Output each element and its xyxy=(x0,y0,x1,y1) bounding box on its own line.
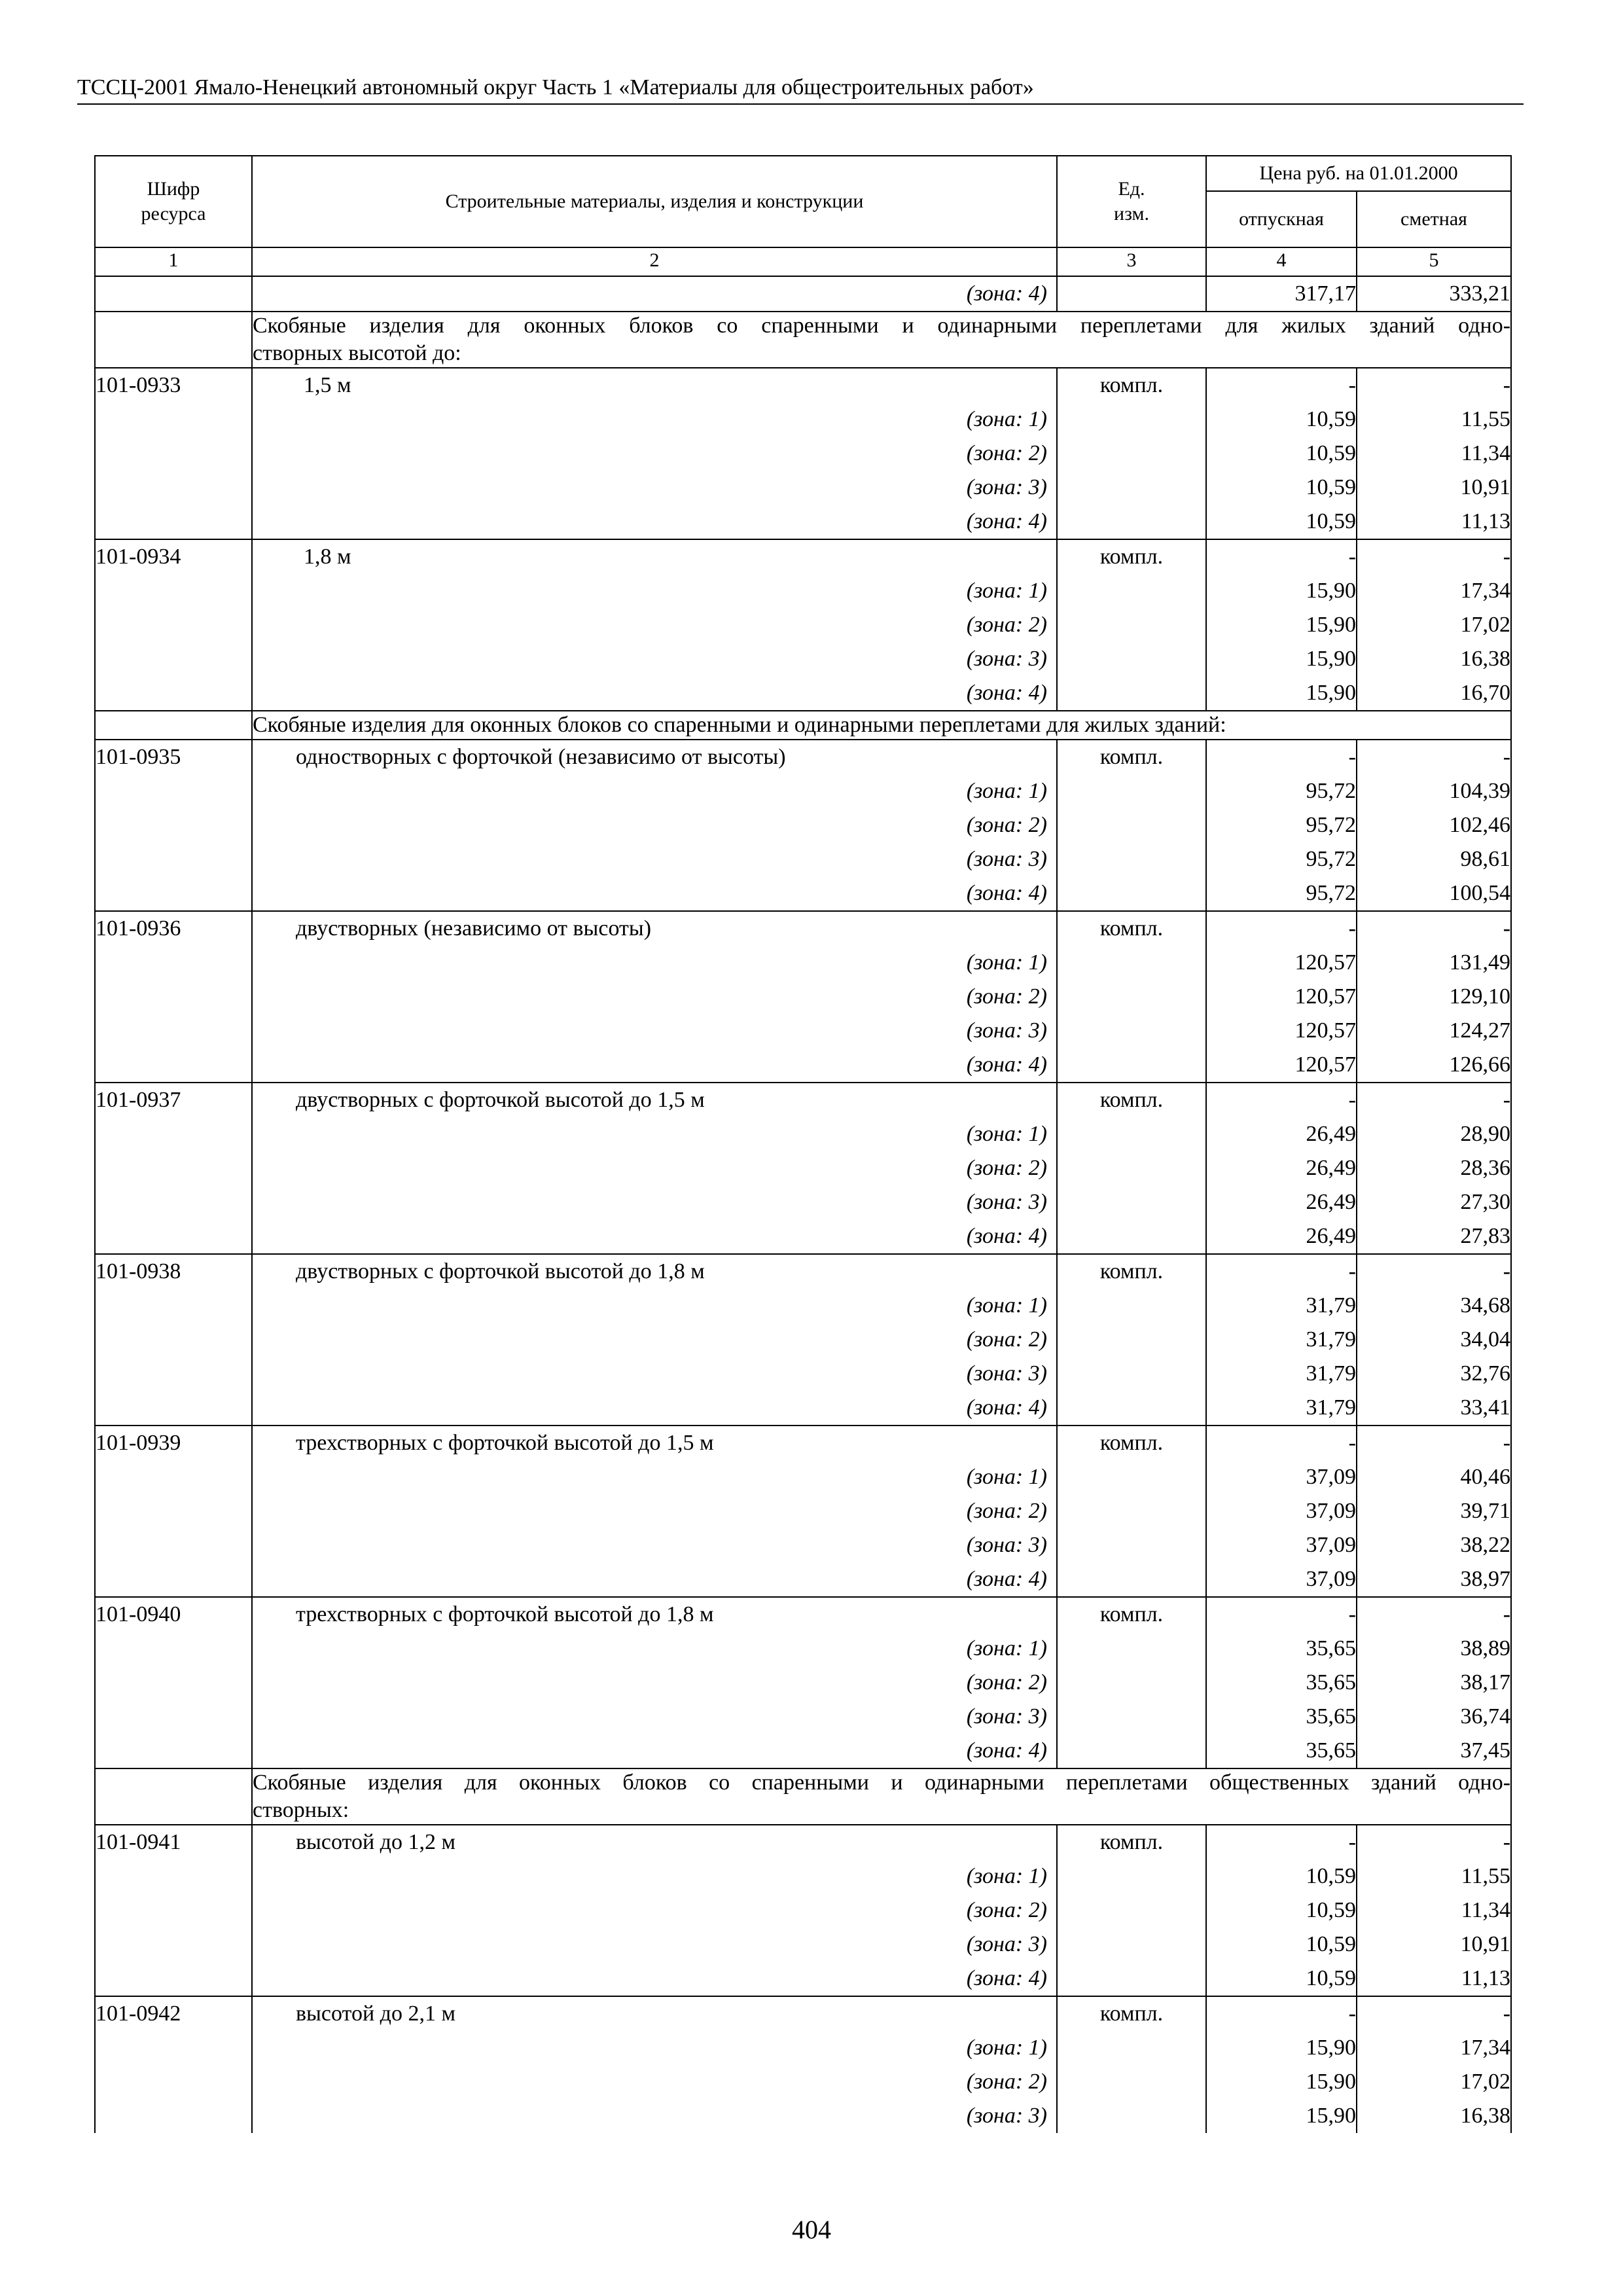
unit-cell xyxy=(1057,1426,1206,1597)
unit-blank xyxy=(1058,1666,1205,1700)
col-number: 4 xyxy=(1206,247,1357,276)
unit-blank xyxy=(1058,774,1205,808)
zone-label: (зона: 2) xyxy=(966,613,1047,637)
resource-code-cell xyxy=(95,1254,252,1426)
unit-cell xyxy=(1057,1083,1206,1254)
unit-cell xyxy=(1057,911,1206,1083)
estimate-price: - xyxy=(1503,545,1511,569)
resource-code: 101-0939 xyxy=(96,1431,181,1455)
estimate-price: 126,66 xyxy=(1449,1052,1511,1077)
empty-cell xyxy=(95,1768,252,1825)
unit-blank xyxy=(1058,1151,1205,1185)
unit-cell xyxy=(1057,1597,1206,1768)
zone-label: (зона: 1) xyxy=(966,2036,1047,2060)
zone-label: (зона: 1) xyxy=(966,1465,1047,1489)
estimate-price-cell xyxy=(1357,539,1511,711)
unit-blank xyxy=(1058,1700,1205,1734)
release-price: 317,17 xyxy=(1294,281,1356,306)
unit: компл. xyxy=(1099,2001,1164,2026)
group-heading xyxy=(252,312,1511,368)
unit: компл. xyxy=(1099,745,1164,769)
estimate-price: - xyxy=(1503,2001,1511,2026)
release-price: 10,59 xyxy=(1306,1932,1356,1956)
estimate-price: 27,30 xyxy=(1460,1190,1511,1214)
resource-code-cell xyxy=(95,1996,252,2133)
resource-code-cell xyxy=(95,911,252,1083)
unit: компл. xyxy=(1099,1259,1164,1283)
resource-code: 101-0941 xyxy=(96,1830,181,1854)
estimate-price: 27,83 xyxy=(1460,1224,1511,1248)
table-row xyxy=(95,1083,1511,1254)
material-name: двустворных (независимо от высоты) xyxy=(296,916,652,941)
estimate-price: 28,36 xyxy=(1460,1156,1511,1180)
unit-blank xyxy=(1058,1460,1205,1494)
group-heading xyxy=(252,711,1511,740)
zone-label: (зона: 2) xyxy=(966,813,1047,837)
zone-label: (зона: 4) xyxy=(966,281,1047,306)
resource-code: 101-0935 xyxy=(96,745,181,769)
release-price-cell xyxy=(1206,740,1357,911)
release-price: 120,57 xyxy=(1294,984,1356,1009)
estimate-price: 34,04 xyxy=(1460,1327,1511,1352)
release-price-cell xyxy=(1206,368,1357,539)
unit-blank xyxy=(1058,1014,1205,1048)
zone-label: (зона: 3) xyxy=(966,475,1047,499)
table-row xyxy=(95,1597,1511,1768)
release-price: 37,09 xyxy=(1306,1567,1356,1591)
release-price: 10,59 xyxy=(1306,1966,1356,1990)
table-row xyxy=(95,911,1511,1083)
unit-blank xyxy=(1058,1528,1205,1562)
release-price: 95,72 xyxy=(1306,779,1356,803)
estimate-price-cell xyxy=(1357,1597,1511,1768)
zone-label: (зона: 4) xyxy=(966,1395,1047,1420)
estimate-price-cell xyxy=(1357,1996,1511,2133)
zone-label: (зона: 3) xyxy=(966,1533,1047,1557)
release-price: 10,59 xyxy=(1306,475,1356,499)
material-name-cell xyxy=(252,1996,1057,2133)
release-price: 15,90 xyxy=(1306,613,1356,637)
release-price-cell xyxy=(1206,539,1357,711)
release-price: - xyxy=(1348,1602,1356,1626)
table-row xyxy=(95,1996,1511,2133)
unit-blank xyxy=(1058,1391,1205,1425)
zone-label: (зона: 3) xyxy=(966,847,1047,871)
zone-label: (зона: 2) xyxy=(966,1499,1047,1523)
material-name: 1,8 м xyxy=(304,545,351,569)
unit-blank xyxy=(1058,2099,1205,2133)
unit-blank xyxy=(1058,2065,1205,2099)
release-price: 95,72 xyxy=(1306,847,1356,871)
material-name-cell xyxy=(252,1426,1057,1597)
estimate-price: 16,70 xyxy=(1460,681,1511,705)
zone-label: (зона: 2) xyxy=(966,1156,1047,1180)
release-price: 35,65 xyxy=(1306,1636,1356,1660)
estimate-price: 11,34 xyxy=(1461,1898,1511,1922)
release-price: - xyxy=(1348,1088,1356,1112)
resource-code-cell xyxy=(95,1825,252,1996)
unit-blank xyxy=(1058,1928,1205,1962)
unit-blank xyxy=(1058,1048,1205,1082)
col-header-estimate: сметная xyxy=(1357,191,1511,247)
unit: компл. xyxy=(1099,373,1164,397)
empty-cell xyxy=(95,312,252,368)
table-row xyxy=(95,1254,1511,1426)
unit-blank xyxy=(1058,1323,1205,1357)
release-price: 120,57 xyxy=(1294,1052,1356,1077)
unit-blank xyxy=(1058,471,1205,505)
release-price: 120,57 xyxy=(1294,1018,1356,1043)
group-heading-line: створных: xyxy=(253,1798,349,1822)
zone-label: (зона: 1) xyxy=(966,1636,1047,1660)
estimate-price: 333,21 xyxy=(1449,281,1511,306)
material-name: трехстворных с форточкой высотой до 1,8 м xyxy=(296,1602,714,1626)
unit: компл. xyxy=(1099,916,1164,941)
zone-label: (зона: 2) xyxy=(966,1898,1047,1922)
zone-label: (зона: 3) xyxy=(966,1932,1047,1956)
unit-blank xyxy=(1058,2031,1205,2065)
empty-cell xyxy=(95,711,252,740)
estimate-price: 11,55 xyxy=(1461,1864,1511,1888)
zone-label: (зона: 2) xyxy=(966,2070,1047,2094)
estimate-price: - xyxy=(1503,916,1511,941)
table-row xyxy=(95,1825,1511,1996)
estimate-price: 98,61 xyxy=(1460,847,1511,871)
unit-cell xyxy=(1057,740,1206,911)
zone-label: (зона: 4) xyxy=(966,1966,1047,1990)
resource-code-cell xyxy=(95,1597,252,1768)
unit-blank xyxy=(1058,403,1205,437)
estimate-price: 37,45 xyxy=(1460,1738,1511,1763)
col-header-unit: Ед. изм. xyxy=(1057,156,1206,247)
material-name-cell xyxy=(252,539,1057,711)
resource-code: 101-0933 xyxy=(96,373,181,397)
release-price: - xyxy=(1348,1830,1356,1854)
material-name-cell xyxy=(252,368,1057,539)
unit-blank xyxy=(1058,505,1205,539)
price-table xyxy=(94,155,1512,2133)
estimate-price: - xyxy=(1503,1602,1511,1626)
group-heading-line: Скобяные изделия для оконных блоков со спаренными и одинарными переплетами общественных зданий одно- xyxy=(253,1770,1511,1795)
material-name: высотой до 2,1 м xyxy=(296,2001,455,2026)
table-row xyxy=(95,1426,1511,1597)
zone-label: (зона: 4) xyxy=(966,1052,1047,1077)
release-price: 37,09 xyxy=(1306,1465,1356,1489)
release-price: - xyxy=(1348,916,1356,941)
release-price: 10,59 xyxy=(1306,509,1356,533)
resource-code-cell xyxy=(95,1426,252,1597)
unit: компл. xyxy=(1099,1602,1164,1626)
unit-blank xyxy=(1058,608,1205,642)
release-price: 37,09 xyxy=(1306,1499,1356,1523)
release-price: - xyxy=(1348,1259,1356,1283)
material-name: трехстворных с форточкой высотой до 1,5 м xyxy=(296,1431,714,1455)
zone-label: (зона: 3) xyxy=(966,1704,1047,1729)
estimate-price: 10,91 xyxy=(1460,475,1511,499)
estimate-price: - xyxy=(1503,373,1511,397)
estimate-price: 100,54 xyxy=(1449,881,1511,905)
group-heading-line: Скобяные изделия для оконных блоков со спаренными и одинарными переплетами для жилых зданий одно- xyxy=(253,314,1511,338)
estimate-price: 38,89 xyxy=(1460,1636,1511,1660)
material-name-cell xyxy=(252,911,1057,1083)
release-price: 120,57 xyxy=(1294,950,1356,975)
unit-cell xyxy=(1057,1254,1206,1426)
material-name: двустворных с форточкой высотой до 1,5 м xyxy=(296,1088,705,1112)
unit-blank xyxy=(1058,1357,1205,1391)
zone-label: (зона: 1) xyxy=(966,950,1047,975)
estimate-price: 38,22 xyxy=(1460,1533,1511,1557)
release-price: 15,90 xyxy=(1306,681,1356,705)
unit-blank xyxy=(1058,1632,1205,1666)
material-name: двустворных с форточкой высотой до 1,8 м xyxy=(296,1259,705,1283)
unit-cell xyxy=(1057,1825,1206,1996)
release-price: - xyxy=(1348,1431,1356,1455)
estimate-price: 17,34 xyxy=(1460,2036,1511,2060)
table-row xyxy=(95,740,1511,911)
estimate-price: - xyxy=(1503,1259,1511,1283)
release-price: 10,59 xyxy=(1306,441,1356,465)
estimate-price: 36,74 xyxy=(1460,1704,1511,1729)
zone-label: (зона: 3) xyxy=(966,1018,1047,1043)
unit-blank xyxy=(1058,574,1205,608)
estimate-price: 131,49 xyxy=(1449,950,1511,975)
unit: компл. xyxy=(1099,1088,1164,1112)
estimate-price: 17,02 xyxy=(1460,613,1511,637)
estimate-price: 38,17 xyxy=(1460,1670,1511,1695)
zone-label: (зона: 4) xyxy=(966,1224,1047,1248)
estimate-price: 40,46 xyxy=(1460,1465,1511,1489)
estimate-price-cell xyxy=(1357,1254,1511,1426)
release-price: - xyxy=(1348,545,1356,569)
material-name: высотой до 1,2 м xyxy=(296,1830,455,1854)
group-row xyxy=(95,1768,1511,1825)
zone-label: (зона: 4) xyxy=(966,509,1047,533)
resource-code-cell xyxy=(95,368,252,539)
zone-label: (зона: 1) xyxy=(966,407,1047,431)
unit-blank xyxy=(1058,437,1205,471)
col-number: 5 xyxy=(1357,247,1511,276)
zone-label: (зона: 3) xyxy=(966,2104,1047,2128)
release-price-cell xyxy=(1206,1825,1357,1996)
estimate-price: 17,34 xyxy=(1460,579,1511,603)
estimate-price: 11,55 xyxy=(1461,407,1511,431)
release-price-cell xyxy=(1206,1254,1357,1426)
estimate-price: 16,38 xyxy=(1460,647,1511,671)
estimate-price-cell xyxy=(1357,368,1511,539)
release-price: 15,90 xyxy=(1306,2104,1356,2128)
release-price: - xyxy=(1348,745,1356,769)
unit-blank xyxy=(1058,1289,1205,1323)
resource-code-cell xyxy=(95,1083,252,1254)
unit-blank xyxy=(1058,946,1205,980)
resource-code: 101-0940 xyxy=(96,1602,181,1626)
estimate-price-cell xyxy=(1357,740,1511,911)
release-price: 26,49 xyxy=(1306,1156,1356,1180)
release-price: - xyxy=(1348,373,1356,397)
release-price-cell xyxy=(1206,1426,1357,1597)
release-price: 10,59 xyxy=(1306,407,1356,431)
zone-label: (зона: 1) xyxy=(966,1864,1047,1888)
resource-code-cell xyxy=(95,539,252,711)
release-price: 10,59 xyxy=(1306,1864,1356,1888)
group-row xyxy=(95,312,1511,368)
table-body xyxy=(95,276,1511,2133)
estimate-price: 104,39 xyxy=(1449,779,1511,803)
col-header-code: Шифр ресурса xyxy=(95,156,252,247)
zone-label: (зона: 4) xyxy=(966,1567,1047,1591)
col-number: 1 xyxy=(95,247,252,276)
release-price-cell xyxy=(1206,1083,1357,1254)
unit-blank xyxy=(1058,842,1205,876)
estimate-price: 39,71 xyxy=(1460,1499,1511,1523)
material-name: 1,5 м xyxy=(304,373,351,397)
zone-label: (зона: 1) xyxy=(966,1122,1047,1146)
release-price: 31,79 xyxy=(1306,1293,1356,1318)
release-price: 26,49 xyxy=(1306,1224,1356,1248)
release-price: - xyxy=(1348,2001,1356,2026)
group-heading-line: створных высотой до: xyxy=(253,341,461,365)
page-header: ТССЦ-2001 Ямало-Ненецкий автономный округ Часть 1 «Материалы для общестроительных работ» xyxy=(77,73,1524,105)
group-heading-line: Скобяные изделия для оконных блоков со спаренными и одинарными переплетами для жилых зданий: xyxy=(253,713,1226,737)
estimate-price: - xyxy=(1503,1830,1511,1854)
release-price: 26,49 xyxy=(1306,1190,1356,1214)
unit-blank xyxy=(1058,980,1205,1014)
unit-blank xyxy=(1058,1859,1205,1893)
estimate-price: 33,41 xyxy=(1460,1395,1511,1420)
zone-label: (зона: 1) xyxy=(966,579,1047,603)
material-name-cell xyxy=(252,740,1057,911)
resource-code-cell xyxy=(95,740,252,911)
estimate-price: - xyxy=(1503,1431,1511,1455)
estimate-price: 38,97 xyxy=(1460,1567,1511,1591)
unit-blank xyxy=(1058,1117,1205,1151)
unit-blank xyxy=(1058,642,1205,676)
unit-blank xyxy=(1058,1893,1205,1928)
zone-label: (зона: 2) xyxy=(966,441,1047,465)
carryover-row xyxy=(95,276,1511,312)
group-row xyxy=(95,711,1511,740)
resource-code: 101-0936 xyxy=(96,916,181,941)
zone-label: (зона: 1) xyxy=(966,779,1047,803)
estimate-price-cell xyxy=(1357,1825,1511,1996)
resource-code: 101-0942 xyxy=(96,2001,181,2026)
unit-cell xyxy=(1057,539,1206,711)
release-price: 31,79 xyxy=(1306,1361,1356,1386)
estimate-price-cell xyxy=(1357,911,1511,1083)
unit-blank xyxy=(1058,676,1205,710)
estimate-price-cell xyxy=(1357,1426,1511,1597)
release-price: 15,90 xyxy=(1306,2070,1356,2094)
estimate-price: 124,27 xyxy=(1449,1018,1511,1043)
zone-label: (зона: 3) xyxy=(966,647,1047,671)
col-number: 3 xyxy=(1057,247,1206,276)
unit-cell xyxy=(1057,368,1206,539)
material-name-cell xyxy=(252,1597,1057,1768)
resource-code: 101-0934 xyxy=(96,545,181,569)
release-price: 95,72 xyxy=(1306,881,1356,905)
estimate-price: 11,13 xyxy=(1461,509,1511,533)
col-header-name: Строительные материалы, изделия и конструкции xyxy=(252,156,1057,247)
estimate-price: 10,91 xyxy=(1460,1932,1511,1956)
resource-code: 101-0937 xyxy=(96,1088,181,1112)
table-row xyxy=(95,368,1511,539)
unit: компл. xyxy=(1099,545,1164,569)
unit-blank xyxy=(1058,1219,1205,1253)
release-price: 35,65 xyxy=(1306,1670,1356,1695)
release-price-cell xyxy=(1206,911,1357,1083)
release-price: 26,49 xyxy=(1306,1122,1356,1146)
estimate-price: - xyxy=(1503,1088,1511,1112)
estimate-price-cell xyxy=(1357,1083,1511,1254)
unit-blank xyxy=(1058,1494,1205,1528)
col-header-price: Цена руб. на 01.01.2000 xyxy=(1206,156,1511,191)
release-price: 37,09 xyxy=(1306,1533,1356,1557)
resource-code: 101-0938 xyxy=(96,1259,181,1283)
estimate-price: 16,38 xyxy=(1460,2104,1511,2128)
estimate-price: 102,46 xyxy=(1449,813,1511,837)
estimate-price: 11,13 xyxy=(1461,1966,1511,1990)
table-row xyxy=(95,539,1511,711)
release-price: 15,90 xyxy=(1306,647,1356,671)
zone-label: (зона: 4) xyxy=(966,1738,1047,1763)
release-price-cell xyxy=(1206,1996,1357,2133)
zone-label: (зона: 3) xyxy=(966,1190,1047,1214)
estimate-price: - xyxy=(1503,745,1511,769)
unit-blank xyxy=(1058,1962,1205,1996)
zone-label: (зона: 2) xyxy=(966,1670,1047,1695)
zone-label: (зона: 4) xyxy=(966,681,1047,705)
unit-blank xyxy=(1058,808,1205,842)
zone-label: (зона: 2) xyxy=(966,1327,1047,1352)
release-price: 10,59 xyxy=(1306,1898,1356,1922)
release-price: 15,90 xyxy=(1306,579,1356,603)
release-price: 31,79 xyxy=(1306,1395,1356,1420)
estimate-price: 129,10 xyxy=(1449,984,1511,1009)
estimate-price: 11,34 xyxy=(1461,441,1511,465)
estimate-price: 17,02 xyxy=(1460,2070,1511,2094)
unit-blank xyxy=(1058,1185,1205,1219)
release-price: 35,65 xyxy=(1306,1704,1356,1729)
estimate-price: 28,90 xyxy=(1460,1122,1511,1146)
material-name-cell xyxy=(252,1825,1057,1996)
unit-blank xyxy=(1058,1562,1205,1596)
unit: компл. xyxy=(1099,1431,1164,1455)
zone-label: (зона: 3) xyxy=(966,1361,1047,1386)
release-price: 95,72 xyxy=(1306,813,1356,837)
zone-label: (зона: 1) xyxy=(966,1293,1047,1318)
material-name-cell xyxy=(252,1254,1057,1426)
release-price-cell xyxy=(1206,1597,1357,1768)
release-price: 35,65 xyxy=(1306,1738,1356,1763)
zone-label: (зона: 4) xyxy=(966,881,1047,905)
unit-blank xyxy=(1058,876,1205,910)
unit: компл. xyxy=(1099,1830,1164,1854)
material-name: одностворных с форточкой (независимо от высоты) xyxy=(296,745,786,769)
zone-label: (зона: 2) xyxy=(966,984,1047,1009)
col-header-release: отпускная xyxy=(1206,191,1357,247)
page-number: 404 xyxy=(792,2215,831,2244)
estimate-price: 34,68 xyxy=(1460,1293,1511,1318)
release-price: 15,90 xyxy=(1306,2036,1356,2060)
unit-cell xyxy=(1057,1996,1206,2133)
group-heading xyxy=(252,1768,1511,1825)
estimate-price: 32,76 xyxy=(1460,1361,1511,1386)
col-number: 2 xyxy=(252,247,1057,276)
unit-blank xyxy=(1058,1734,1205,1768)
release-price: 31,79 xyxy=(1306,1327,1356,1352)
material-name-cell xyxy=(252,1083,1057,1254)
